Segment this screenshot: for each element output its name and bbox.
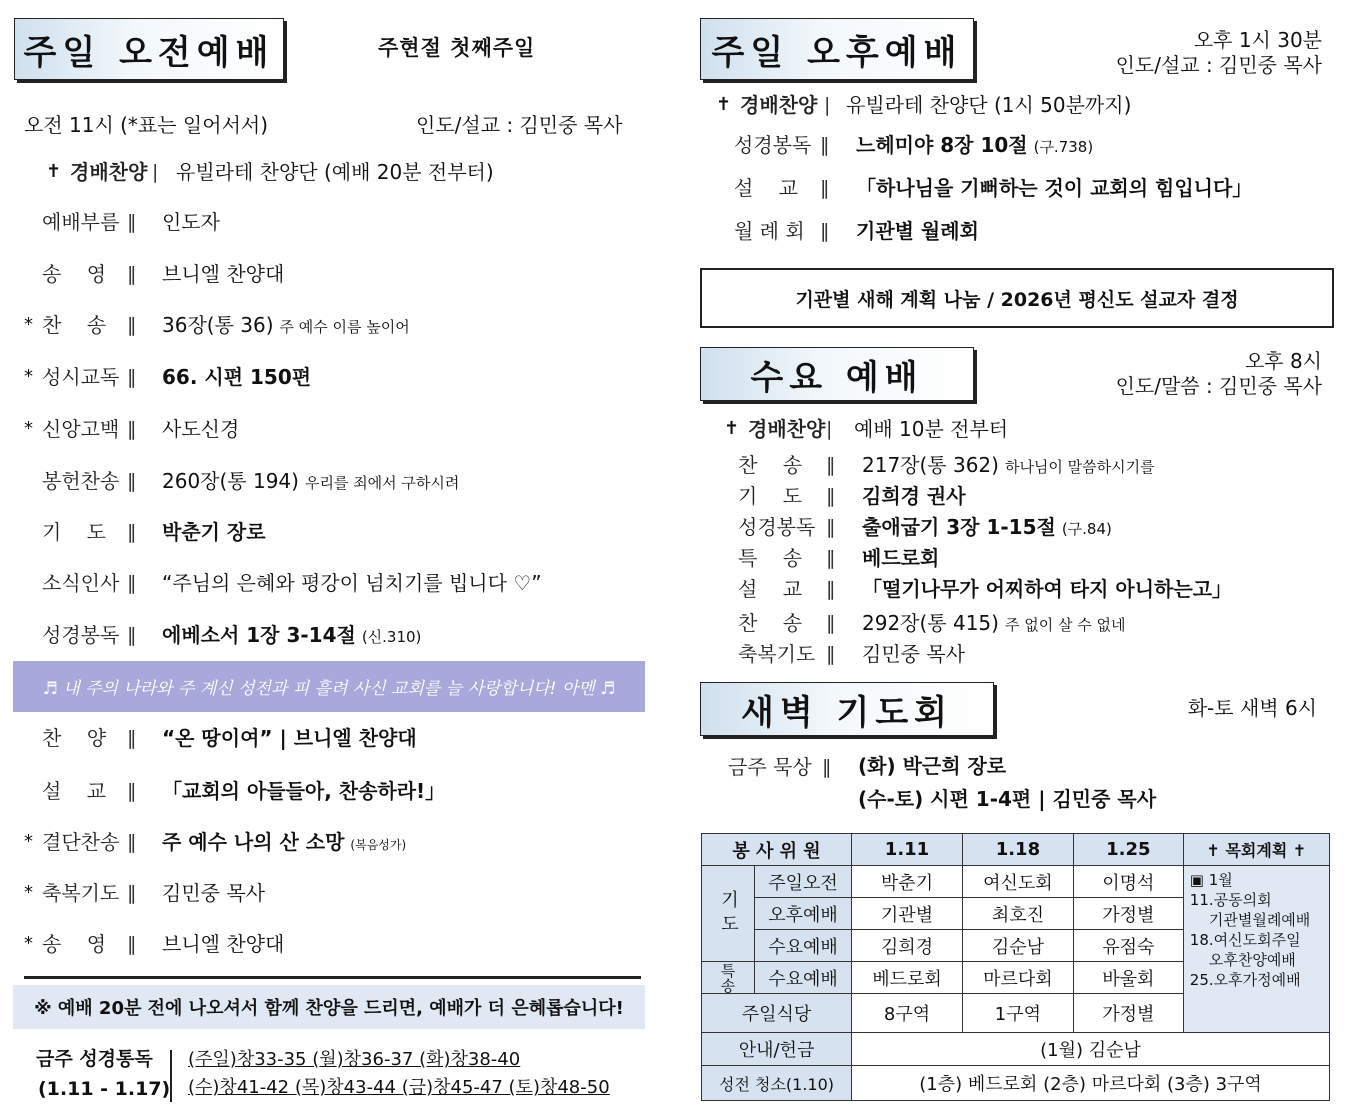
order-value bbox=[862, 453, 1155, 479]
order-separator: ‖ bbox=[826, 516, 836, 538]
plan-header: ✝ 목회계획 ✝ bbox=[1183, 834, 1329, 866]
wednesday-time: 오후 8시 bbox=[1244, 349, 1322, 373]
plan-line: 11.공동의회 bbox=[1189, 891, 1272, 909]
order-label: 신앙고백 bbox=[42, 417, 120, 441]
order-label: 찬 양 bbox=[42, 726, 107, 750]
order-value bbox=[862, 546, 939, 570]
row-label: 수요예배 bbox=[755, 930, 852, 962]
table-cell: 8구역 bbox=[852, 994, 963, 1033]
order-value bbox=[162, 726, 417, 750]
order-label: 성경봉독 bbox=[738, 515, 816, 539]
plan-line: 25.오후가정예배 bbox=[1189, 971, 1301, 989]
order-note: (구.738) bbox=[1033, 138, 1094, 156]
row-label: 주일식당 bbox=[702, 994, 852, 1033]
table-cell: 기관별 bbox=[852, 898, 963, 930]
order-note: (복음성가) bbox=[350, 838, 407, 852]
order-note: 하나님이 말씀하시기를 bbox=[1004, 458, 1155, 476]
table-cell: 김희경 bbox=[852, 930, 963, 962]
dawn-title: 새벽 기도회 bbox=[700, 682, 994, 736]
table-cell: 바울회 bbox=[1073, 962, 1183, 994]
table-header-date: 1.18 bbox=[962, 834, 1073, 866]
order-note: (구.84) bbox=[1061, 520, 1112, 538]
order-value-text: 292장(통 415) bbox=[862, 611, 999, 635]
order-label: 성시교독 bbox=[42, 365, 120, 389]
plan-line: 기관별월례예배 bbox=[1189, 911, 1311, 929]
order-value-text: 베드로회 bbox=[862, 546, 940, 570]
table-cell: 박춘기 bbox=[852, 866, 963, 898]
order-separator: ‖ bbox=[127, 470, 137, 492]
order-value bbox=[846, 93, 1131, 117]
guide-value: (1월) 김순남 bbox=[852, 1033, 1330, 1066]
order-value bbox=[162, 262, 284, 286]
order-value bbox=[854, 417, 1008, 441]
order-label: 축복기도 bbox=[738, 642, 816, 666]
order-value bbox=[862, 515, 1112, 541]
order-value bbox=[856, 133, 1093, 159]
order-value-text: “주님의 은혜와 평강이 넘치기를 빕니다 ♡” bbox=[162, 571, 542, 595]
order-value-text: 「떨기나무가 어찌하여 타지 아니하는고」 bbox=[862, 577, 1233, 601]
order-separator: | bbox=[826, 418, 833, 440]
order-separator: | bbox=[152, 161, 159, 183]
reading-line-2: (수)창41-42 (목)창43-44 (금)창45-47 (토)창48-50 bbox=[188, 1077, 610, 1098]
order-value-text: 사도신경 bbox=[162, 417, 240, 441]
order-value-text: 출애굽기 3장 1-15절 bbox=[862, 515, 1056, 539]
stand-mark: * bbox=[24, 418, 33, 439]
afternoon-box: 기관별 새해 계획 나눔 / 2026년 평신도 설교자 결정 bbox=[700, 268, 1334, 328]
order-separator: ‖ bbox=[826, 643, 836, 665]
guide-label: 안내/헌금 bbox=[702, 1033, 852, 1066]
order-value bbox=[856, 176, 1252, 200]
row-label: 주일오전 bbox=[755, 866, 852, 898]
dawn-time: 화-토 새벽 6시 bbox=[1187, 696, 1317, 720]
cross-icon: ✝ bbox=[716, 94, 732, 115]
order-separator: ‖ bbox=[127, 882, 137, 904]
order-value-text: 김민중 목사 bbox=[862, 642, 965, 666]
stand-mark: * bbox=[24, 831, 33, 852]
order-label: 결단찬송 bbox=[42, 830, 120, 854]
order-value bbox=[162, 779, 445, 803]
order-label: 기 도 bbox=[738, 484, 803, 508]
order-label: 송 영 bbox=[42, 262, 107, 286]
order-label: 찬 송 bbox=[738, 453, 803, 477]
order-value-text: 느헤미야 8장 10절 bbox=[856, 133, 1028, 157]
order-value bbox=[162, 932, 284, 956]
order-value bbox=[162, 469, 459, 495]
order-value bbox=[862, 577, 1232, 601]
order-label: 봉헌찬송 bbox=[42, 469, 120, 493]
order-value bbox=[162, 210, 220, 234]
order-label: 소식인사 bbox=[42, 571, 120, 595]
dawn-line-2: (수-토) 시편 1-4편 | 김민중 목사 bbox=[858, 787, 1157, 811]
wednesday-title: 수요 예배 bbox=[700, 347, 974, 401]
order-separator: ‖ bbox=[127, 624, 137, 646]
order-note: (신.310) bbox=[361, 628, 422, 646]
order-value-text: 「교회의 아들들아, 찬송하라!」 bbox=[162, 779, 446, 803]
table-cell: 여신도회 bbox=[962, 866, 1073, 898]
order-label: 성경봉독 bbox=[42, 623, 120, 647]
order-separator: ‖ bbox=[127, 366, 137, 388]
order-separator: ‖ bbox=[127, 831, 137, 853]
order-value bbox=[162, 313, 410, 339]
order-value bbox=[162, 365, 311, 389]
order-separator: ‖ bbox=[826, 578, 836, 600]
morning-subtitle: 주현절 첫째주일 bbox=[378, 36, 536, 60]
order-separator: ‖ bbox=[127, 314, 137, 336]
order-label: 특 송 bbox=[738, 546, 803, 570]
service-table bbox=[701, 833, 1330, 1101]
order-note: 주 없이 살 수 없네 bbox=[1004, 616, 1126, 634]
order-value-text: 브니엘 찬양대 bbox=[162, 932, 285, 956]
order-value bbox=[162, 417, 239, 441]
order-value bbox=[862, 642, 965, 666]
order-value-text: 예배 10분 전부터 bbox=[854, 417, 1009, 441]
morning-title: 주일 오전예배 bbox=[14, 18, 284, 80]
notice-banner: ※ 예배 20분 전에 나오셔서 함께 찬양을 드리면, 예배가 더 은혜롭습니다! bbox=[13, 985, 645, 1029]
order-separator: ‖ bbox=[127, 418, 137, 440]
plan-line: ▣ 1월 bbox=[1189, 871, 1233, 889]
stand-mark: * bbox=[24, 882, 33, 903]
table-cell: 유점숙 bbox=[1073, 930, 1183, 962]
reading-label: 금주 성경통독 bbox=[36, 1048, 153, 1070]
order-label: 설 교 bbox=[738, 577, 803, 601]
order-value-text: 에베소서 1장 3-14절 bbox=[162, 623, 356, 647]
order-label: 성경봉독 bbox=[734, 133, 812, 157]
order-value-text: 66. 시편 150편 bbox=[162, 365, 312, 389]
order-value-text: 인도자 bbox=[162, 210, 220, 234]
dawn-label: 금주 묵상 bbox=[728, 755, 812, 779]
order-separator: ‖ bbox=[127, 933, 137, 955]
wednesday-leader: 인도/말씀 : 김민중 목사 bbox=[1115, 374, 1322, 398]
group-special: 특송 bbox=[702, 962, 755, 994]
order-separator: ‖ bbox=[127, 211, 137, 233]
order-separator: ‖ bbox=[820, 134, 830, 156]
table-cell: 1구역 bbox=[962, 994, 1073, 1033]
order-label: 설 교 bbox=[734, 176, 799, 200]
order-label: 설 교 bbox=[42, 779, 107, 803]
order-label: 찬 송 bbox=[42, 313, 107, 337]
plan-cell bbox=[1183, 866, 1329, 1033]
order-value-text: 주 예수 나의 산 소망 bbox=[162, 830, 345, 854]
order-separator: ‖ bbox=[826, 547, 836, 569]
order-value bbox=[162, 830, 406, 857]
order-label: 기 도 bbox=[42, 520, 107, 544]
afternoon-leader: 인도/설교 : 김민중 목사 bbox=[1115, 53, 1322, 77]
order-value bbox=[856, 219, 979, 243]
order-separator: ‖ bbox=[820, 220, 830, 242]
clean-value: (1층) 베드로회 (2층) 마르다회 (3층) 3구역 bbox=[852, 1066, 1330, 1101]
table-header-label: 봉 사 위 원 bbox=[702, 834, 852, 866]
table-cell: 가정별 bbox=[1073, 898, 1183, 930]
afternoon-title: 주일 오후예배 bbox=[700, 18, 974, 80]
dawn-sep: ‖ bbox=[822, 756, 832, 778]
order-value-text: “온 땅이여” | 브니엘 찬양대 bbox=[162, 726, 417, 750]
stand-mark: * bbox=[24, 366, 33, 387]
order-separator: ‖ bbox=[826, 612, 836, 634]
order-value bbox=[862, 611, 1125, 637]
table-cell: 마르다회 bbox=[962, 962, 1073, 994]
order-value-text: 217장(통 362) bbox=[862, 453, 999, 477]
order-value-text: 유빌라테 찬양단 (예배 20분 전부터) bbox=[176, 160, 494, 184]
order-separator: | bbox=[824, 94, 831, 116]
order-value-text: 기관별 월례회 bbox=[856, 219, 979, 243]
table-cell: 김순남 bbox=[962, 930, 1073, 962]
order-label: 경배찬양 bbox=[740, 93, 818, 117]
group-prayer: 기도 bbox=[702, 866, 755, 962]
reading-dates: (1.11 - 1.17) bbox=[38, 1078, 171, 1100]
order-value-text: 김희경 권사 bbox=[862, 484, 966, 508]
order-value-text: 260장(통 194) bbox=[162, 469, 299, 493]
order-value-text: 「하나님을 기뻐하는 것이 교회의 힘입니다」 bbox=[856, 176, 1253, 200]
stand-mark: * bbox=[24, 314, 33, 335]
table-header-date: 1.11 bbox=[852, 834, 963, 866]
order-value bbox=[162, 881, 265, 905]
order-separator: ‖ bbox=[127, 263, 137, 285]
order-value-text: 브니엘 찬양대 bbox=[162, 262, 285, 286]
order-label: 예배부름 bbox=[42, 210, 120, 234]
order-separator: ‖ bbox=[127, 521, 137, 543]
table-cell: 가정별 bbox=[1073, 994, 1183, 1033]
divider bbox=[24, 976, 641, 979]
order-separator: ‖ bbox=[826, 485, 836, 507]
plan-line: 18.여신도회주일 bbox=[1189, 931, 1301, 949]
order-value-text: 김민중 목사 bbox=[162, 881, 265, 905]
order-value bbox=[862, 484, 966, 508]
order-separator: ‖ bbox=[820, 177, 830, 199]
morning-leader: 인도/설교 : 김민중 목사 bbox=[416, 113, 623, 137]
order-note: 주 예수 이름 높이어 bbox=[279, 318, 410, 336]
row-label: 오후예배 bbox=[755, 898, 852, 930]
clean-label: 성전 청소(1.10) bbox=[702, 1066, 852, 1101]
table-cell: 베드로회 bbox=[852, 962, 963, 994]
dawn-line-1: (화) 박근희 장로 bbox=[858, 754, 1007, 778]
order-label: 월 례 회 bbox=[734, 219, 805, 243]
order-value-text: 36장(통 36) bbox=[162, 313, 274, 337]
table-cell: 최호진 bbox=[962, 898, 1073, 930]
order-label: 축복기도 bbox=[42, 881, 120, 905]
stand-mark: * bbox=[24, 933, 33, 954]
row-label: 수요예배 bbox=[755, 962, 852, 994]
cross-icon: ✝ bbox=[46, 161, 62, 182]
order-note: 우리를 죄에서 구하시려 bbox=[304, 474, 460, 492]
plan-line: 오후찬양예배 bbox=[1189, 951, 1296, 969]
order-value bbox=[162, 520, 266, 544]
morning-banner: ♬ 내 주의 나라와 주 계신 성전과 피 흘려 사신 교회를 늘 사랑합니다! 아멘 ♬ bbox=[13, 661, 645, 712]
morning-time: 오전 11시 (*표는 일어서서) bbox=[24, 113, 269, 137]
reading-divider bbox=[170, 1050, 172, 1102]
table-header-date: 1.25 bbox=[1073, 834, 1183, 866]
order-label: 경배찬양 bbox=[748, 417, 826, 441]
cross-icon: ✝ bbox=[724, 418, 740, 439]
reading-line-1: (주일)창33-35 (월)창36-37 (화)창38-40 bbox=[188, 1049, 521, 1070]
order-separator: ‖ bbox=[826, 454, 836, 476]
order-separator: ‖ bbox=[127, 780, 137, 802]
afternoon-time: 오후 1시 30분 bbox=[1193, 28, 1322, 52]
order-label: 찬 송 bbox=[738, 611, 803, 635]
order-value bbox=[162, 623, 421, 649]
order-value bbox=[162, 571, 542, 595]
order-value-text: 박춘기 장로 bbox=[162, 520, 266, 544]
order-label: 송 영 bbox=[42, 932, 107, 956]
order-label: 경배찬양 bbox=[70, 160, 148, 184]
order-separator: ‖ bbox=[127, 727, 137, 749]
order-separator: ‖ bbox=[127, 572, 137, 594]
order-value bbox=[176, 160, 494, 184]
order-value-text: 유빌라테 찬양단 (1시 50분까지) bbox=[846, 93, 1132, 117]
table-cell: 이명석 bbox=[1073, 866, 1183, 898]
